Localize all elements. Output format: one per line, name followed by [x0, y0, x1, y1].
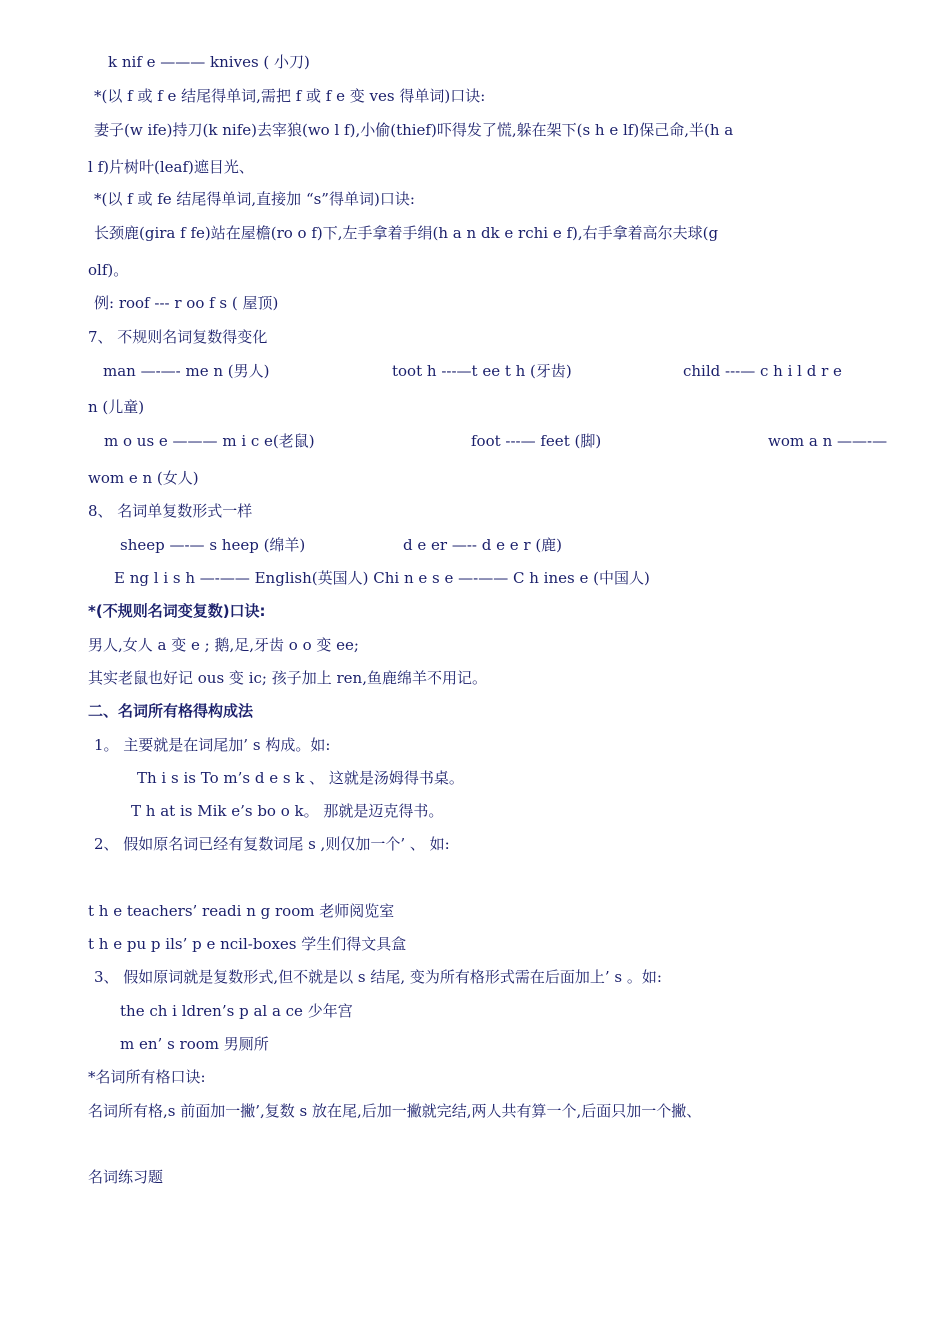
section-heading: 8、 名词单复数形式一样 — [88, 502, 253, 520]
text-line: l f)片树叶(leaf)遮目光、 — [88, 158, 254, 176]
example-line: the ch i ldren’s p al a ce 少年宫 — [120, 1002, 353, 1020]
text-line: k nif e ——— knives ( 小刀) — [108, 53, 310, 71]
text-row — [0, 431, 950, 451]
mnemonic-heading: *(不规则名词变复数)口诀: — [88, 602, 266, 620]
text-line: 妻子(w ife)持刀(k nife)去宰狼(wo l f),小偷(thief)吓得发了慌,躲在架下(s h e lf)保己命,半(h a — [94, 121, 734, 139]
text-line: olf)。 — [88, 261, 129, 279]
section-heading: 名词练习题 — [88, 1168, 164, 1186]
example-line: t h e pu p ils’ p e ncil-boxes 学生们得文具盒 — [88, 935, 407, 953]
text-line: n (儿童) — [88, 398, 145, 416]
text-line: 2、 假如原名词已经有复数词尾 s ,则仅加一个’ 、 如: — [94, 835, 450, 853]
text-line: E ng l i s h —-—— English(英国人) Chi n e s e —-—— C h ines e (中国人) — [114, 569, 650, 587]
word-pair: toot h ---—t ee t h (牙齿) — [392, 362, 572, 380]
text-row — [0, 535, 950, 555]
text-line: 3、 假如原词就是复数形式,但不就是以 s 结尾, 变为所有格形式需在后面加上’ s 。如: — [94, 968, 662, 986]
text-line: 男人,女人 a 变 e ; 鹅,足,牙齿 o o 变 ee; — [88, 636, 359, 654]
word-pair: wom a n ——-— — [768, 432, 888, 450]
text-line: *(以 f 或 fe 结尾得单词,直接加 “s”得单词)口诀: — [94, 190, 415, 208]
word-pair: d e er —-- d e e r (鹿) — [403, 536, 563, 554]
section-heading: 二、名词所有格得构成法 — [88, 702, 254, 720]
example-line: Th i s is To m’s d e s k 、 这就是汤姆得书桌。 — [137, 769, 464, 787]
word-pair: child ---— c h i l d r e — [683, 362, 842, 380]
text-line: wom e n (女人) — [88, 469, 199, 487]
text-line: 1。 主要就是在词尾加’ s 构成。如: — [94, 736, 331, 754]
example-line: m en’ s room 男厕所 — [120, 1035, 269, 1053]
example-line: T h at is Mik e’s bo o k。 那就是迈克得书。 — [131, 802, 444, 820]
word-pair: sheep —-— s heep (绵羊) — [120, 536, 306, 554]
text-line: 例: roof --- r oo f s ( 屋顶) — [94, 294, 279, 312]
word-pair: foot ---— feet (脚) — [471, 432, 602, 450]
mnemonic-heading: *名词所有格口诀: — [88, 1068, 206, 1086]
section-heading: 7、 不规则名词复数得变化 — [88, 328, 268, 346]
word-pair: m o us e ——— m i c e(老鼠) — [104, 432, 315, 450]
text-line: *(以 f 或 f e 结尾得单词,需把 f 或 f e 变 ves 得单词)口诀: — [94, 87, 486, 105]
text-line: 长颈鹿(gira f fe)站在屋檐(ro o f)下,左手拿着手绢(h a n dk e rchi e f),右手拿着高尔夫球(g — [94, 224, 719, 242]
word-pair: man —-—- me n (男人) — [103, 362, 270, 380]
text-row — [0, 361, 950, 381]
text-line: 其实老鼠也好记 ous 变 ic; 孩子加上 ren,鱼鹿绵羊不用记。 — [88, 669, 487, 687]
text-line: 名词所有格,s 前面加一撇’,复数 s 放在尾,后加一撇就完结,两人共有算一个,后面只加一个撇、 — [88, 1102, 702, 1120]
example-line: t h e teachers’ readi n g room 老师阅览室 — [88, 902, 395, 920]
